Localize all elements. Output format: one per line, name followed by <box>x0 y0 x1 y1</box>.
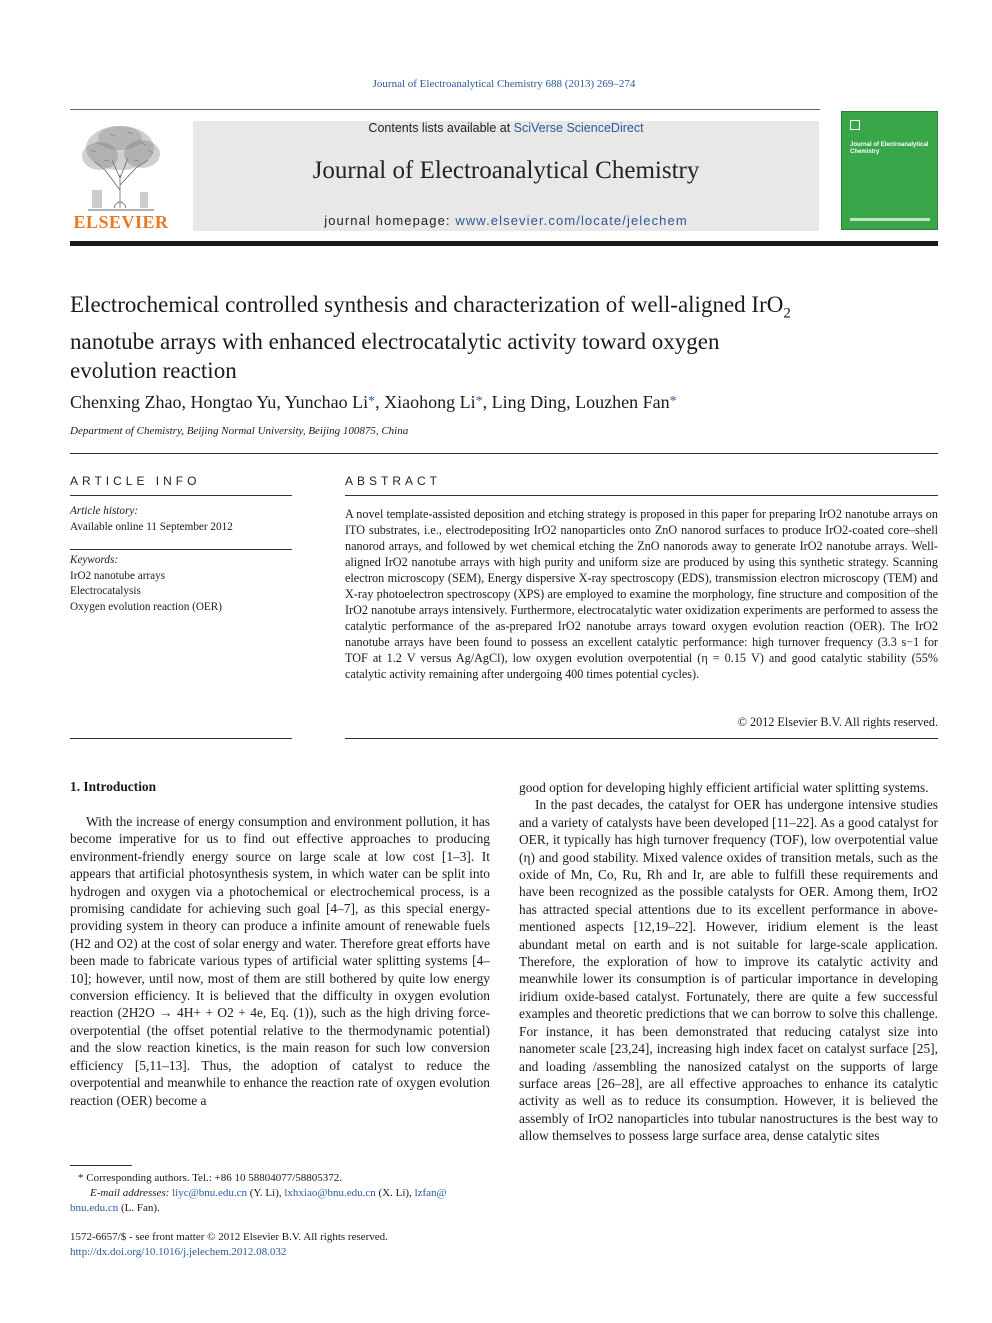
abstract-heading: ABSTRACT <box>345 474 442 488</box>
author-name: Yunchao Li <box>284 392 369 412</box>
abstract-text: A novel template-assisted deposition and etching strategy is proposed in this paper for preparing IrO2 nanotube arrays on ITO substrates, i.e., electrodepositing IrO2 nanoparticles onto ZnO nanorod surfaces to produce IrO2-coated core–shell nanorod arrays, and followed by wet chemical etching the ZnO nanorods away to generate IrO2 nanotube arrays. Well-aligned IrO2 nanotube arrays with high purity and uniform size are produced by using this synthetic strategy. Scanning electron microscopy (SEM), Energy dispersive X-ray spectroscopy (EDS), transmission electron microscopy (TEM) and X-ray photoelectron spectroscopy (XPS) are employed to examine the morphology, fine structure and composition of the IrO2 nanotube arrays intensively. Furthermore, electrocatalytic water oxidization experiments are performed to assess the catalytic performance of the as-prepared IrO2 nanotube arrays toward oxygen evolution reaction (OER). The IrO2 nanotube arrays have been found to possess an excellent catalytic performance: high turnover frequency (3.3 s−1 for TOF at 1.2 V versus Ag/AgCl), low oxygen evolution overpotential (η = 0.15 V) and good catalytic stability (55% catalytic activity remaining after undergoing 400 times potential cycles). <box>345 507 938 681</box>
email-owner: (Y. Li), <box>249 1187 282 1199</box>
homepage-label: journal homepage: <box>324 213 456 228</box>
title-subscript: 2 <box>783 305 791 322</box>
keyword: Oxygen evolution reaction (OER) <box>70 600 222 613</box>
contents-prefix: Contents lists available at <box>368 121 514 135</box>
masthead-bottom-rule <box>70 241 938 246</box>
divider <box>345 738 938 739</box>
keywords-block <box>70 553 292 615</box>
cover-mark <box>850 120 860 130</box>
footnote-rule <box>70 1165 132 1166</box>
article-history <box>70 504 292 535</box>
body-column-right <box>519 779 938 1145</box>
paragraph: In the past decades, the catalyst for OER has undergone intensive studies and a variety of catalysts have been developed [11–22]. As a good catalyst for OER, it typically has high turnover frequency (TOF), low overpotential value (η) and good stability. Mixed valence oxides of transition metals, such as the oxide of Mn, Co, Ru, Rh and Ir, are able to fulfill these requirements and have been recognized as the possible catalysts for OER. Among them, IrO2 has attracted special attentions due to its excellent performance in above-mentioned aspects [12,19–22]. However, iridium element is the least abundant metal on earth and is not suitable for large-scale application. Therefore, the exploration of how to improve its catalytic activity and meanwhile lower its consumption is of particular importance in developing iridium oxide-based catalyst. Fortunately, there are quite a few successful examples and theoretic predictions that we can borrow to solve this challenge. For instance, it has been demonstrated that reducing catalyst size into nanometer scale [23,24], increasing high index facet on catalyst surface [25], and loading /assembling the nanosized catalyst on the supports of large surface areas [26–28], are all effective approaches to enhance its catalytic activity as well as to reduce its consumption. However, it is believed the assembly of IrO2 nanoparticles into tubular nanostructures is the best way to allow themselves to possess large surface area, dense catalytic sites <box>519 797 938 1144</box>
article-info-heading: ARTICLE INFO <box>70 474 201 488</box>
divider <box>345 495 938 496</box>
divider <box>70 738 292 739</box>
email-note-cont <box>70 1201 490 1216</box>
author-name: Hongtao Yu <box>190 392 277 412</box>
section-heading: 1. Introduction <box>70 779 157 794</box>
paragraph: good option for developing highly efficient artificial water splitting systems. <box>519 780 929 795</box>
issn-block <box>70 1230 490 1260</box>
title-line-2: nanotube arrays with enhanced electrocatalytic activity toward oxygen <box>70 329 720 355</box>
author-list: Chenxing Zhao, Hongtao Yu, Yunchao Li*, Xiaohong Li*, Ling Ding, Louzhen Fan* <box>70 392 677 412</box>
homepage-line <box>193 213 819 228</box>
title-line-1: Electrochemical controlled synthesis and characterization of well-aligned IrO <box>70 292 784 317</box>
footnotes <box>70 1171 490 1216</box>
divider <box>70 495 292 496</box>
email-link[interactable]: lzfan@ <box>414 1187 447 1199</box>
issn-line: 1572-6657/$ - see front matter © 2012 Elsevier B.V. All rights reserved. <box>70 1231 388 1243</box>
body-column-left <box>70 813 490 1109</box>
homepage-link[interactable]: www.elsevier.com/locate/jelechem <box>455 213 688 228</box>
corresponding-note: * Corresponding authors. Tel.: +86 10 58804077/58805372. <box>78 1172 343 1184</box>
email-owner: (L. Fan). <box>121 1202 160 1214</box>
divider <box>70 453 938 454</box>
masthead-top-rule <box>70 109 820 110</box>
keyword: IrO2 nanotube arrays <box>70 569 166 582</box>
corresponding-author-marker[interactable]: * <box>368 394 376 409</box>
email-link[interactable]: liyc@bnu.edu.cn <box>172 1187 247 1199</box>
email-link[interactable]: bnu.edu.cn <box>70 1202 119 1214</box>
journal-reference[interactable]: Journal of Electroanalytical Chemistry 688 (2013) 269–274 <box>372 78 636 90</box>
email-link[interactable]: lxhxiao@bnu.edu.cn <box>284 1187 376 1199</box>
cover-footer-bar <box>850 218 930 221</box>
corresponding-author-marker[interactable]: * <box>669 394 677 409</box>
author-name: Xiaohong Li <box>384 392 476 412</box>
corresponding-author-marker[interactable]: * <box>475 394 483 409</box>
divider <box>70 549 292 550</box>
elsevier-wordmark: ELSEVIER <box>73 212 169 232</box>
email-note <box>70 1186 490 1201</box>
email-owner: (X. Li), <box>378 1187 412 1199</box>
email-label: E-mail addresses: <box>90 1187 170 1199</box>
journal-title: Journal of Electroanalytical Chemistry <box>312 157 700 184</box>
contents-line <box>193 121 819 135</box>
keyword: Electrocatalysis <box>70 585 141 597</box>
sciencedirect-link[interactable]: SciVerse ScienceDirect <box>513 121 644 135</box>
history-label: Article history: <box>70 505 139 517</box>
doi-link[interactable]: http://dx.doi.org/10.1016/j.jelechem.2012.08.032 <box>70 1246 287 1258</box>
keywords-label: Keywords: <box>70 554 119 566</box>
title-line-3: evolution reaction <box>70 357 237 383</box>
cover-title: Journal of Electroanalytical Chemistry <box>850 142 929 155</box>
paragraph: With the increase of energy consumption and environment pollution, it has become imperative for us to find out effective approaches to producing environment-friendly energy source on large scale at low cost [1–3]. It appears that artificial photosynthesis system, in which water can be split into hydrogen and oxygen via a photochemical or electrochemical process, is a promising candidate for achieving such goal [4–7], as this special energy-providing system in theory can produce a infinite amount of renewable fuels (H2 and O2) at the cost of solar energy and water. Therefore great efforts have been made to fabricate various types of artificial water splitting systems [4–10]; however, until now, most of them are still bothered by quite low energy conversion efficiency. It is believed that the difficulty in oxygen evolution reaction (2H2O → 4H+ + O2 + 4e, Eq. (1)), such as the high driving force-overpotential (the offset potential relative to the thermodynamic potential) and the slow reaction kinetics, is the main reason for such low conversion efficiency [5,11–13]. Thus, the adoption of catalyst to reduce the overpotential and meanwhile to enhance the reaction rate of oxygen evolution reaction (OER) become a <box>70 814 490 1108</box>
journal-cover-thumbnail[interactable] <box>841 111 938 230</box>
history-value: Available online 11 September 2012 <box>70 520 233 533</box>
affiliation: Department of Chemistry, Beijing Normal University, Beijing 100875, China <box>70 425 409 437</box>
author-name: Ling Ding <box>491 392 567 412</box>
article-title <box>70 291 940 385</box>
author-name: Louzhen Fan <box>575 392 670 412</box>
copyright: © 2012 Elsevier B.V. All rights reserved. <box>737 715 938 729</box>
author-name: Chenxing Zhao <box>70 392 182 412</box>
